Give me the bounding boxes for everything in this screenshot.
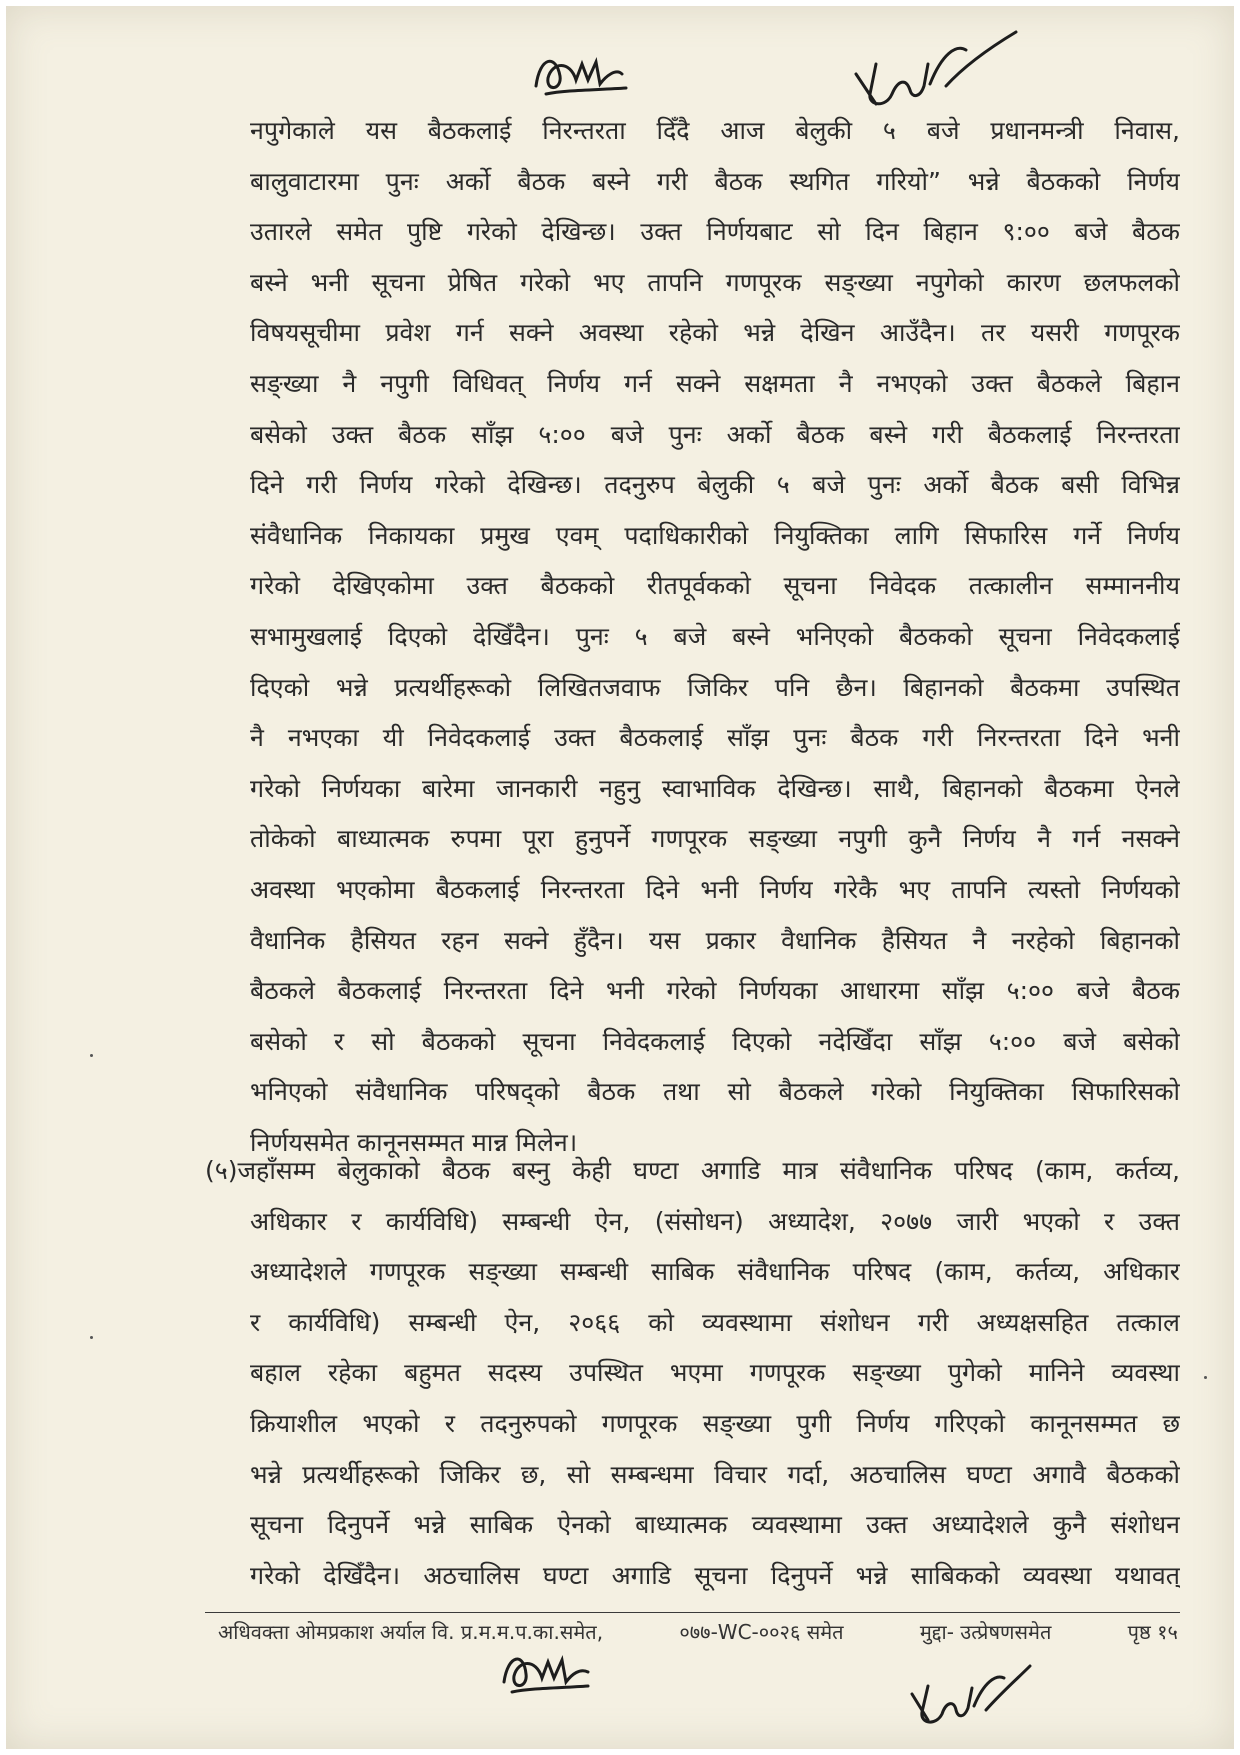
- paragraph-5: [205, 1146, 1180, 1601]
- text-line: क्रियाशील भएको र तदनुरुपको गणपूरक सङ्ख्या पुगी निर्णय गरिएको कानूनसम्मत छ: [250, 1408, 1180, 1438]
- text-line: सङ्ख्या नै नपुगी विधिवत् निर्णय गर्न सक्ने सक्षमता नै नभएको उक्त बैठकले बिहान: [250, 368, 1180, 398]
- text-line: बहाल रहेका बहुमत सदस्य उपस्थित भएमा गणपूरक सङ्ख्या पुगेको मानिने व्यवस्था: [250, 1358, 1180, 1388]
- text-line: अधिकार र कार्यविधि) सम्बन्धी ऐन, (संसोधन) अध्यादेश, २०७७ जारी भएको र उक्त: [250, 1206, 1180, 1236]
- text-line: गरेको देखिँदैन। अठचालिस घण्टा अगाडि सूचना दिनुपर्ने भन्ने साबिकको व्यवस्था यथावत्: [250, 1560, 1180, 1590]
- stray-dot: [1204, 1376, 1207, 1379]
- stray-dot: [90, 1336, 93, 1339]
- text-line: (५)जहाँसम्म बेलुकाको बैठक बस्नु केही घण्टा अगाडि मात्र संवैधानिक परिषद (काम, कर्तव्य,: [205, 1156, 1180, 1185]
- text-line: र कार्यविधि) सम्बन्धी ऐन, २०६६ को व्यवस्थामा संशोधन गरी अध्यक्षसहित तत्काल: [250, 1307, 1180, 1337]
- footer-parties: अधिवक्ता ओमप्रकाश अर्याल वि. प्र.म.म.प.का.समेत,: [218, 1620, 604, 1644]
- text-line: वैधानिक हैसियत रहन सक्ने हुँदैन। यस प्रकार वैधानिक हैसियत नै नरहेको बिहानको: [250, 925, 1180, 955]
- text-line: विषयसूचीमा प्रवेश गर्न सक्ने अवस्था रहेको भन्ने देखिन आउँदैन। तर यसरी गणपूरक: [250, 318, 1180, 348]
- signature-bottom-right: [906, 1658, 1036, 1738]
- page-footer: [218, 1616, 1178, 1648]
- text-line: सभामुखलाई दिएको देखिँदैन। पुनः ५ बजे बस्ने भनिएको बैठकको सूचना निवेदकलाई: [250, 621, 1180, 651]
- text-line: निर्णयसमेत कानूनसम्मत मान्न मिलेन।: [250, 1127, 578, 1157]
- text-line: दिएको भन्ने प्रत्यर्थीहरूको लिखितजवाफ जिकिर पनि छैन। बिहानको बैठकमा उपस्थित: [250, 672, 1180, 702]
- text-line: नै नभएका यी निवेदकलाई उक्त बैठकलाई साँझ पुनः बैठक गरी निरन्तरता दिने भनी: [250, 723, 1180, 753]
- signature-top-center: [526, 46, 636, 106]
- text-line: गरेको देखिएकोमा उक्त बैठकको रीतपूर्वकको सूचना निवेदक तत्कालीन सम्माननीय: [250, 571, 1180, 601]
- text-line: गरेको निर्णयका बारेमा जानकारी नहुनु स्वाभाविक देखिन्छ। साथै, बिहानको बैठकमा ऐनले: [250, 773, 1180, 803]
- text-line: दिने गरी निर्णय गरेको देखिन्छ। तदनुरुप बेलुकी ५ बजे पुनः अर्को बैठक बसी विभिन्न: [250, 470, 1180, 500]
- footer-subject: मुद्दा- उत्प्रेषणसमेत: [919, 1620, 1052, 1644]
- text-line: बसेको र सो बैठकको सूचना निवेदकलाई दिएको नदेखिँदा साँझ ५:०० बजे बसेको: [250, 1026, 1180, 1056]
- text-line: बैठकले बैठकलाई निरन्तरता दिने भनी गरेको निर्णयका आधारमा साँझ ५:०० बजे बैठक: [250, 976, 1180, 1006]
- footer-case-number: ०७७-WC-००२६ समेत: [679, 1620, 844, 1644]
- text-line: भनिएको संवैधानिक परिषद्को बैठक तथा सो बैठकले गरेको नियुक्तिका सिफारिसको: [250, 1077, 1180, 1107]
- signature-bottom-center: [496, 1646, 596, 1706]
- paragraph-main: [250, 106, 1180, 1168]
- text-line: भन्ने प्रत्यर्थीहरूको जिकिर छ, सो सम्बन्धमा विचार गर्दा, अठचालिस घण्टा अगावै बैठकको: [250, 1459, 1180, 1489]
- text-line: बस्ने भनी सूचना प्रेषित गरेको भए तापनि गणपूरक सङ्ख्या नपुगेको कारण छलफलको: [250, 267, 1180, 297]
- text-line: अध्यादेशले गणपूरक सङ्ख्या सम्बन्धी साबिक संवैधानिक परिषद (काम, कर्तव्य, अधिकार: [250, 1257, 1180, 1287]
- footer-page-number: पृष्ठ १५: [1127, 1620, 1178, 1644]
- text-line: उतारले समेत पुष्टि गरेको देखिन्छ। उक्त निर्णयबाट सो दिन बिहान ९:०० बजे बैठक: [250, 217, 1180, 247]
- stray-dot: [90, 1054, 93, 1057]
- footer-divider: [205, 1612, 1180, 1613]
- text-line: सूचना दिनुपर्ने भन्ने साबिक ऐनको बाध्यात्मक व्यवस्थामा उक्त अध्यादेशले कुनै संशोधन: [250, 1510, 1180, 1540]
- text-line: अवस्था भएकोमा बैठकलाई निरन्तरता दिने भनी निर्णय गरेकै भए तापनि त्यस्तो निर्णयको: [250, 874, 1180, 904]
- text-line: बालुवाटारमा पुनः अर्को बैठक बस्ने गरी बैठक स्थगित गरियो” भन्ने बैठकको निर्णय: [250, 166, 1180, 196]
- text-line: नपुगेकाले यस बैठकलाई निरन्तरता दिँदै आज बेलुकी ५ बजे प्रधानमन्त्री निवास,: [250, 116, 1180, 145]
- text-line: बसेको उक्त बैठक साँझ ५:०० बजे पुनः अर्को बैठक बस्ने गरी बैठकलाई निरन्तरता: [250, 419, 1180, 449]
- text-line: तोकेको बाध्यात्मक रुपमा पूरा हुनुपर्ने गणपूरक सङ्ख्या नपुगी कुनै निर्णय नै गर्न नसक्ने: [250, 824, 1180, 854]
- text-line: संवैधानिक निकायका प्रमुख एवम् पदाधिकारीको नियुक्तिका लागि सिफारिस गर्ने निर्णय: [250, 520, 1180, 550]
